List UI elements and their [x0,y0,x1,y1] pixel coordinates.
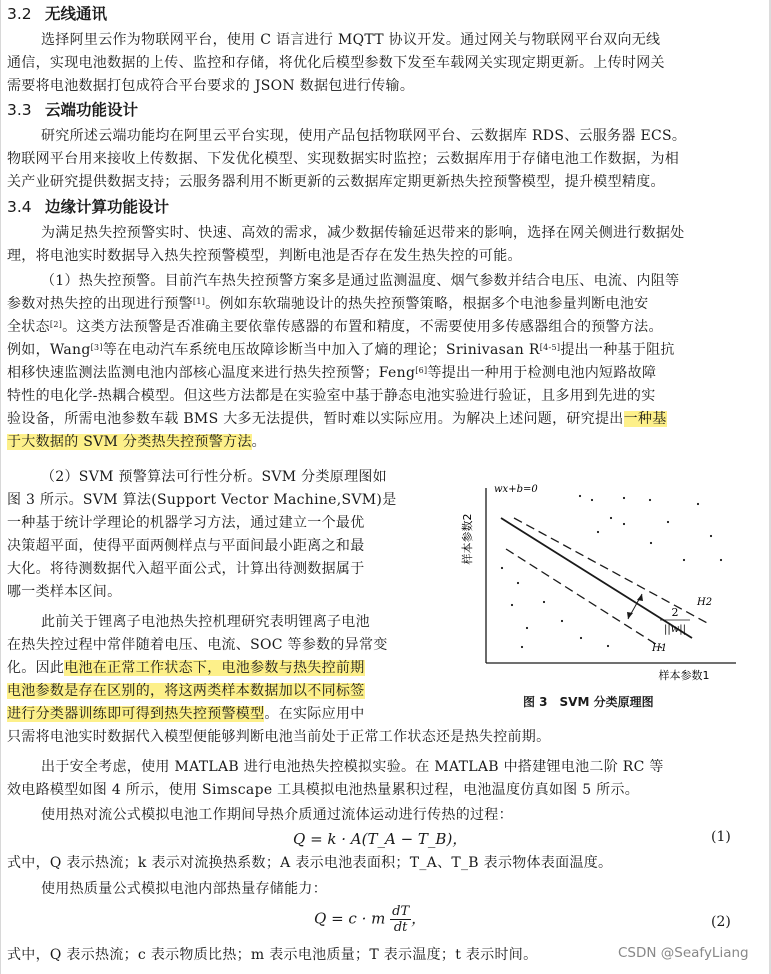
text-line: 一种基于统计学理论的机器学习方法，通过建立一个最优 [7,515,365,531]
text-line: 化。因此电池在正常工作状态下，电池参数与热失控前期 [7,660,365,676]
text-line: （2）SVM 预警算法可行性分析。SVM 分类原理图如 [41,469,387,485]
text-line: 物联网平台用来接收上传数据、下发优化模型、实现数据实时监控；云数据库用于存储电池工作数据，为相 [7,151,680,167]
text-line: 研究所述云端功能均在阿里云平台实现，使用产品包括物联网平台、云数据库 RDS、云服务器 ECS。 [41,128,687,144]
svm-diagram [454,470,744,718]
watermark: CSDN @SeafyLiang [618,945,749,961]
text-line: 选择阿里云作为物联网平台，使用 C 语言进行 MQTT 协议开发。通过网关与物联网平台双向无线 [41,32,661,48]
y-axis-label: 样本参数2 [461,513,474,565]
arrowhead [627,612,633,619]
citation: [6] [415,366,428,375]
text-line: 在热失控过程中常伴随着电压、电流、SOC 等参数的异常变 [7,637,388,653]
text-line: 式中，Q 表示热流；k 表示对流换热系数；A 表示电池表面积；T_A、T_B 表示物体表面温度。 [7,855,613,871]
text-line: 为满足热失控预警实时、快速、高效的需求，减少数据传输延迟带来的影响，选择在网关侧进行数据处 [41,225,685,241]
text-line: 式中，Q 表示热流；c 表示物质比热；m 表示电池质量；T 表示温度；t 表示时间。 [7,947,538,963]
text-line: 哪一类样本区间。 [7,584,122,600]
sample-points [501,495,722,648]
highlighted-text: 电池在正常工作状态下，电池参数与热失控前期 [64,660,365,676]
text-line: 决策超平面，使得平面两侧样点与平面间最小距离之和最 [7,538,365,554]
hyperplane-label: wx+b=0 [494,484,538,495]
text-line: 验设备，所需电池参数车载 BMS 大多无法提供，暂时难以实际应用。为解决上述问题，研究提出一种基 [7,411,667,427]
equation-number: (2) [711,914,731,930]
margin-numerator: 2 [671,606,679,619]
highlighted-text: 一种基 [623,411,667,427]
section-heading-3-4: 3.4 边缘计算功能设计 [7,198,170,216]
text-line: 图 3 所示。SVM 算法(Support Vector Machine,SVM)是 [7,492,397,508]
citation: [2] [49,320,63,329]
text-line: 特性的电化学-热耦合模型。但这些方法都是在实验室中基于静态电池实验进行验证，且多用到先进的实 [7,388,656,404]
text-line: 相移快速监测法监测电池内部核心温度来进行热失控预警；Feng[6]等提出一种用于检测电池内短路故障 [7,365,657,381]
citation: [3] [90,343,103,352]
text-line: 出于安全考虑，使用 MATLAB 进行电池热失控模拟实验。在 MATLAB 中搭建锂电池二阶 RC 等 [41,759,664,775]
margin-denominator: ||w|| [663,624,687,635]
text-line: 使用热对流公式模拟电池工作期间导热介质通过流体运动进行传热的过程： [41,807,513,823]
section-heading-3-3: 3.3 云端功能设计 [7,101,139,119]
text-line: 通信，实现电池数据的上传、监控和存储，将优化后模型参数下发至车载网关实现定期更新。上传时网关 [7,55,665,71]
text-line: （1）热失控预警。目前汽车热失控预警方案多是通过监测温度、烟气参数并结合电压、电流、内阻等 [41,273,680,289]
text-line: 例如，Wang[3]等在电动汽车系统电压故障诊断当中加入了熵的理论；Srinivasan R[4-5]提出一种基于阻抗 [7,342,675,358]
highlighted-text: 电池参数是存在区别的，将这两类样本数据加以不同标签 [7,683,365,699]
section-heading-3-2: 3.2 无线通讯 [7,5,108,23]
equation-number: (1) [711,829,731,845]
arrowhead [637,594,643,601]
figure-caption: 图 3 SVM 分类原理图 [523,695,654,709]
citation: [4-5] [539,343,561,352]
text-line: 全状态[2]。这类方法预警是否准确主要依靠传感器的布置和精度，不需要使用多传感器组合的预警方法。 [7,319,663,335]
text-line: 理，将电池实时数据导入热失控预警模型，判断电池是否存在发生热失控的可能。 [7,248,522,264]
text-line: 进行分类器训练即可得到热失控预警模型。在实际应用中 [7,706,365,722]
text-line [7,680,365,702]
text-line: 于大数据的 SVM 分类热失控预警方法。 [7,434,266,450]
text-line: 此前关于锂离子电池热失控机理研究表明锂离子电池 [41,614,370,630]
highlighted-text: 于大数据的 SVM 分类热失控预警方法 [7,434,252,450]
equation-1: Q = k · A(T_A − T_B)， [293,830,468,848]
citation: [1] [192,297,206,306]
equation-2: Q = c · m $\frac{dT}{dt}$ ， [314,904,427,935]
h2-label: H2 [697,597,713,608]
text-line: 参数对热失控的出现进行预警[1]。例如东软瑞驰设计的热失控预警策略，根据多个电池参量判断电池安 [7,296,649,312]
derivative-fraction: $\frac{dT}{dt}$ [392,904,410,935]
text-line: 大化。将待测数据代入超平面公式，计算出待测数据属于 [7,561,365,577]
margin-line-h2 [514,518,709,624]
text-line: 使用热质量公式模拟电池内部热量存储能力： [41,881,327,897]
text-line: 需要将电池数据打包成符合平台要求的 JSON 数据包进行传输。 [7,78,415,94]
text-line: 关产业研究提供数据支持；云服务器利用不断更新的云数据库定期更新热失控预警模型，提升模型精度。 [7,174,665,190]
text-line: 效电路模型如图 4 所示，使用 Simscape 工具模拟电池热量累积过程，电池温度仿真如图 5 所示。 [7,782,640,798]
h1-label: H1 [652,643,668,654]
x-axis-label: 样本参数1 [658,669,710,682]
highlighted-text: 进行分类器训练即可得到热失控预警模型 [7,706,265,722]
text-line: 只需将电池实时数据代入模型便能够判断电池当前处于正常工作状态还是热失控前期。 [7,729,551,745]
